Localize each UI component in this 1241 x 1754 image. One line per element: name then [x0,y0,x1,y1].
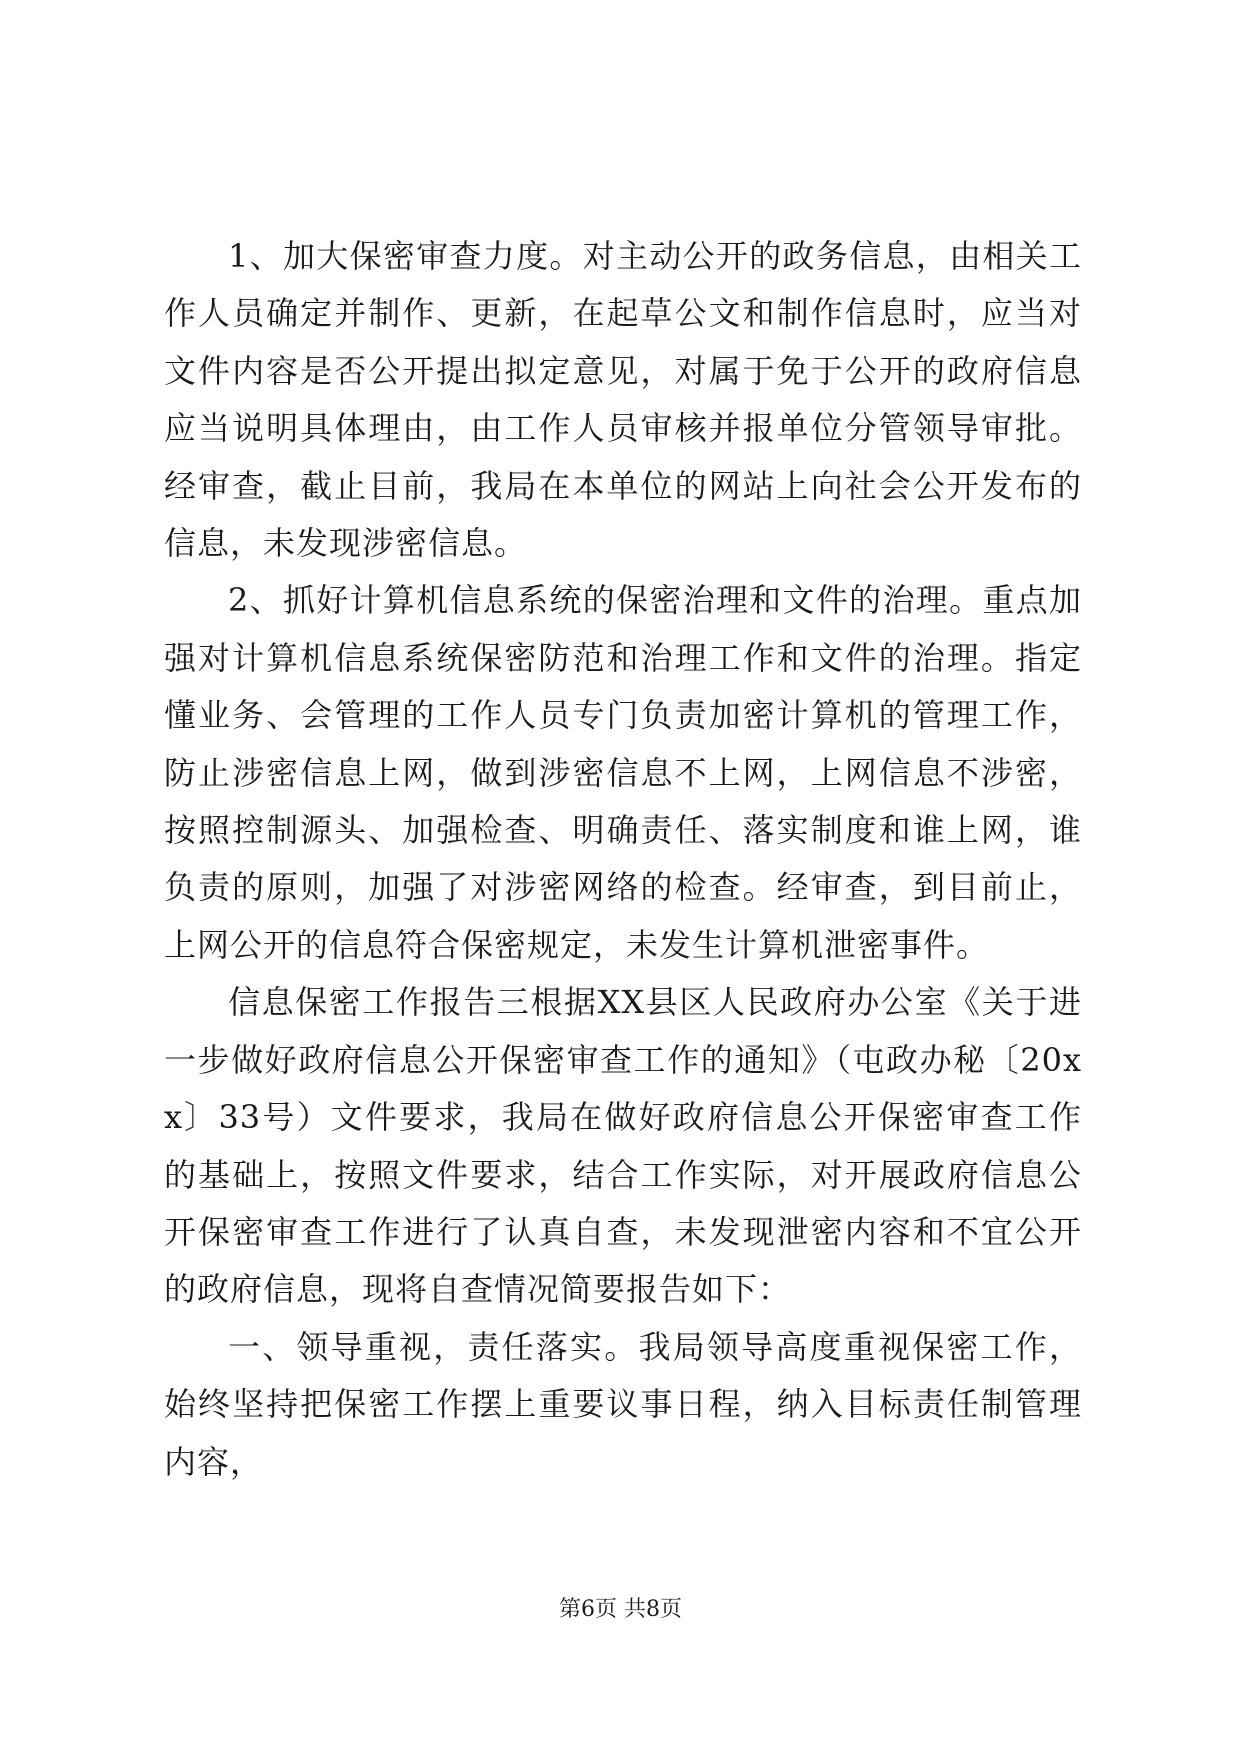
page-number-footer: 第6页 共8页 [559,1597,682,1622]
document-body [164,228,1082,1491]
paragraph-1: 1、加大保密审查力度。对主动公开的政务信息，由相关工作人员确定并制作、更新，在起草公文和制作信息时，应当对文件内容是否公开提出拟定意见，对属于免于公开的政府信息应当说明具体理由，由工作人员审核并报单位分管领导审批。经审查，截止目前，我局在本单位的网站上向社会公开发布的信息，未发现涉密信息。 [164,237,1082,563]
paragraph-2: 2、抓好计算机信息系统的保密治理和文件的治理。重点加强对计算机信息系统保密防范和治理工作和文件的治理。指定懂业务、会管理的工作人员专门负责加密计算机的管理工作，防止涉密信息上网，做到涉密信息不上网，上网信息不涉密，按照控制源头、加强检查、明确责任、落实制度和谁上网，谁负责的原则，加强了对涉密网络的检查。经审查，到目前止，上网公开的信息符合保密规定，未发生计算机泄密事件。 [164,581,1082,964]
paragraph-4: 一、领导重视，责任落实。我局领导高度重视保密工作，始终坚持把保密工作摆上重要议事日程，纳入目标责任制管理内容， [164,1327,1082,1481]
paragraph-3: 信息保密工作报告三根据XX县区人民政府办公室《关于进一步做好政府信息公开保密审查工作的通知》（屯政办秘〔20xx〕33号）文件要求，我局在做好政府信息公开保密审查工作的基础上，按照文件要求，结合工作实际，对开展政府信息公开保密审查工作进行了认真自查，未发现泄密内容和不宜公开的政府信息，现将自查情况简要报告如下： [164,983,1082,1309]
